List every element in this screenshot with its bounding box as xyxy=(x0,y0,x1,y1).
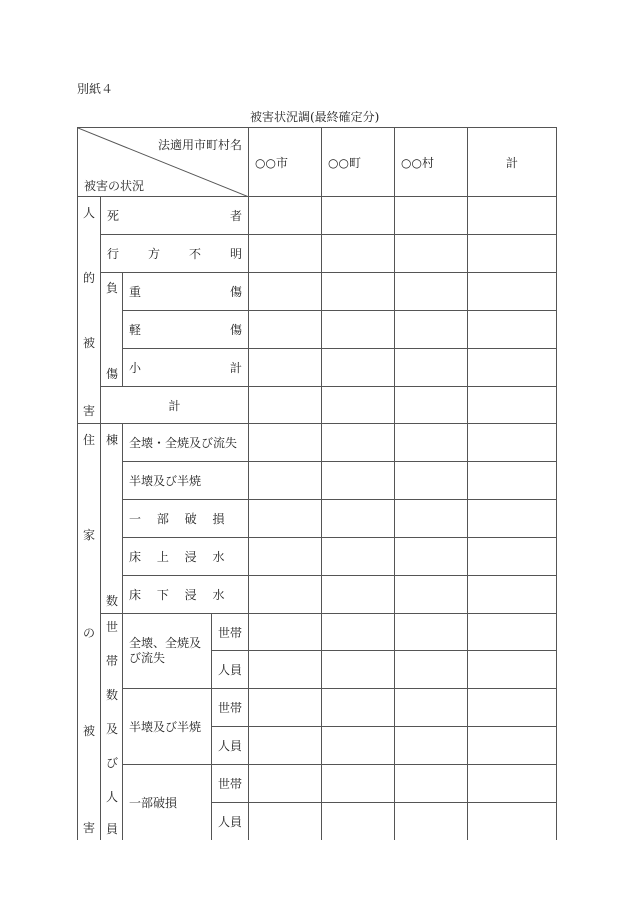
data-cell xyxy=(248,234,321,272)
data-cell xyxy=(321,764,394,802)
corner-header-cell xyxy=(77,127,248,196)
data-cell xyxy=(248,310,321,348)
injured-group: 負 傷 xyxy=(100,272,122,386)
data-cell xyxy=(467,423,556,461)
data-cell xyxy=(248,499,321,537)
data-cell xyxy=(321,196,394,234)
row-label-hh-total-loss: 全壊、全焼及び流失 xyxy=(122,613,211,688)
human-damage-group: 人 的 被 害 xyxy=(77,196,100,423)
data-cell xyxy=(248,386,321,423)
data-cell xyxy=(394,764,467,802)
corner-top-label: 法適用市町村名 xyxy=(157,138,242,152)
data-cell xyxy=(321,272,394,310)
data-cell xyxy=(394,461,467,499)
data-cell xyxy=(467,650,556,688)
data-cell xyxy=(394,386,467,423)
data-cell xyxy=(394,537,467,575)
data-cell xyxy=(467,234,556,272)
data-cell xyxy=(467,499,556,537)
data-cell xyxy=(248,348,321,386)
households-persons-group: 世 帯 数 及 び 人 員 xyxy=(100,613,122,840)
corner-bottom-label: 被害の状況 xyxy=(84,179,145,193)
data-cell xyxy=(321,423,394,461)
data-cell xyxy=(394,802,467,840)
data-cell xyxy=(321,613,394,650)
data-cell xyxy=(467,688,556,726)
sub-label-households: 世帯 xyxy=(211,764,248,802)
data-cell xyxy=(321,802,394,840)
data-cell xyxy=(394,310,467,348)
row-label-above-floor: 床 上 浸 水 xyxy=(122,537,248,575)
building-count-group: 棟 数 xyxy=(100,423,122,613)
housing-damage-group: 住 家 の 被 害 xyxy=(77,423,100,840)
data-cell xyxy=(394,688,467,726)
data-cell xyxy=(248,272,321,310)
column-header-city: ○○市 xyxy=(248,127,321,196)
row-label-half-loss: 半壊及び半焼 xyxy=(122,461,248,499)
row-label-dead: 死 者 xyxy=(100,196,248,234)
data-cell xyxy=(467,386,556,423)
data-cell xyxy=(394,348,467,386)
data-cell xyxy=(321,310,394,348)
data-cell xyxy=(394,499,467,537)
data-cell xyxy=(467,575,556,613)
sub-label-persons: 人員 xyxy=(211,726,248,764)
data-cell xyxy=(394,272,467,310)
data-cell xyxy=(321,726,394,764)
data-cell xyxy=(467,613,556,650)
column-header-town: ○○町 xyxy=(321,127,394,196)
data-cell xyxy=(248,802,321,840)
data-cell xyxy=(321,575,394,613)
data-cell xyxy=(321,499,394,537)
data-cell xyxy=(394,575,467,613)
data-cell xyxy=(467,764,556,802)
data-cell xyxy=(467,196,556,234)
data-cell xyxy=(248,423,321,461)
data-cell xyxy=(467,272,556,310)
data-cell xyxy=(467,537,556,575)
column-header-village: ○○村 xyxy=(394,127,467,196)
column-header-total: 計 xyxy=(467,127,556,196)
data-cell xyxy=(321,386,394,423)
data-cell xyxy=(467,348,556,386)
data-cell xyxy=(467,310,556,348)
sub-label-households: 世帯 xyxy=(211,613,248,650)
data-cell xyxy=(467,802,556,840)
row-label-missing: 行 方 不 明 xyxy=(100,234,248,272)
row-label-partial-damage: 一 部 破 損 xyxy=(122,499,248,537)
data-cell xyxy=(248,650,321,688)
sub-label-households: 世帯 xyxy=(211,688,248,726)
annex-label: 別紙４ xyxy=(77,82,114,96)
data-cell xyxy=(394,423,467,461)
data-cell xyxy=(467,726,556,764)
data-cell xyxy=(394,650,467,688)
row-label-minor-injury: 軽 傷 xyxy=(122,310,248,348)
sub-label-persons: 人員 xyxy=(211,650,248,688)
row-label-serious-injury: 重 傷 xyxy=(122,272,248,310)
data-cell xyxy=(248,726,321,764)
data-cell xyxy=(248,461,321,499)
data-cell xyxy=(321,348,394,386)
data-cell xyxy=(248,575,321,613)
data-cell xyxy=(321,234,394,272)
data-cell xyxy=(394,726,467,764)
row-label-hh-half: 半壊及び半焼 xyxy=(122,688,211,764)
sub-label-persons: 人員 xyxy=(211,802,248,840)
data-cell xyxy=(248,764,321,802)
row-label-total-loss: 全壊・全焼及び流失 xyxy=(122,423,248,461)
data-cell xyxy=(248,196,321,234)
data-cell xyxy=(394,234,467,272)
data-cell xyxy=(394,613,467,650)
row-label-hh-partial: 一部破損 xyxy=(122,764,211,840)
data-cell xyxy=(248,537,321,575)
data-cell xyxy=(321,650,394,688)
data-cell xyxy=(394,196,467,234)
data-cell xyxy=(467,461,556,499)
data-cell xyxy=(321,461,394,499)
data-cell xyxy=(321,688,394,726)
data-cell xyxy=(321,537,394,575)
row-label-below-floor: 床 下 浸 水 xyxy=(122,575,248,613)
data-cell xyxy=(248,688,321,726)
document-title: 被害状況調(最終確定分) xyxy=(250,110,380,124)
row-label-subtotal: 小 計 xyxy=(122,348,248,386)
data-cell xyxy=(248,613,321,650)
row-label-human-total: 計 xyxy=(100,386,248,423)
